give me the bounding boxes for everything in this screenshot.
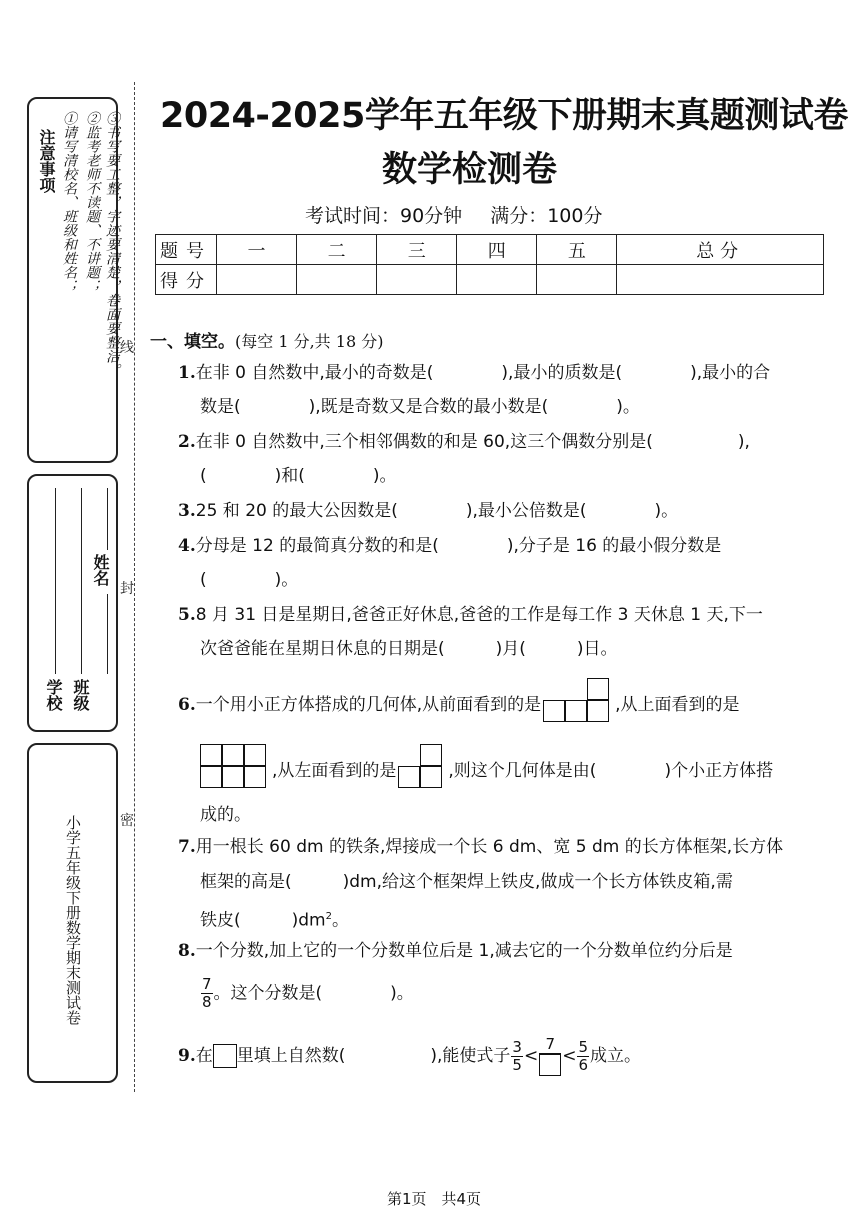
- question-6-cont: [200, 744, 773, 788]
- score-cell-total[interactable]: [617, 265, 824, 295]
- question-text: 25 和 20 的最大公因数是( ),最小公倍数是( )。: [195, 501, 679, 521]
- score-table-header-row: [156, 235, 824, 265]
- score-table-score-row: [156, 265, 824, 295]
- name-fill-line-lower[interactable]: [107, 594, 108, 674]
- less-than-sign: <: [523, 1046, 539, 1066]
- score-cell-4[interactable]: [457, 265, 537, 295]
- class-label: 班级: [71, 679, 90, 711]
- question-text: 一个用小正方体搭成的几何体,从前面看到的是: [195, 695, 542, 715]
- question-text: 。这个分数是( )。: [213, 983, 414, 1004]
- paper-side-title: 小学五年级下册数学期末测试卷: [64, 815, 82, 1025]
- fraction-numerator: 7: [539, 1036, 561, 1054]
- question-6-end: 成的。: [200, 805, 251, 825]
- question-text: 一个分数,加上它的一个分数单位后是 1,减去它的一个分数单位约分后是: [195, 941, 733, 961]
- unit-superscript: 2: [325, 911, 332, 922]
- fraction-numerator: 5: [578, 1037, 589, 1056]
- question-number: 7.: [178, 837, 196, 857]
- fraction-denominator: 5: [512, 1055, 522, 1074]
- question-number: 1.: [178, 363, 196, 383]
- question-8: [178, 934, 733, 968]
- notice-item-1: ①请写清校名、班级和姓名；: [61, 111, 77, 293]
- fraction-7-box: [539, 1036, 561, 1076]
- score-cell-2[interactable]: [297, 265, 377, 295]
- page-footer: 第1页 共4页: [386, 1190, 482, 1208]
- paper-title-box: [27, 743, 118, 1083]
- question-text: 在非 0 自然数中,三个相邻偶数的和是 60,这三个偶数分别是( ),: [195, 432, 750, 452]
- score-col-1: 一: [217, 235, 297, 265]
- score-col-2: 二: [297, 235, 377, 265]
- fraction-numerator: 7: [202, 975, 212, 993]
- section-heading: 一、填空。: [150, 332, 235, 352]
- question-text: 里填上自然数( ),能使式子: [236, 1046, 511, 1066]
- question-7-end: [200, 900, 349, 938]
- question-number: 6.: [178, 695, 196, 715]
- question-4-cont: ( )。: [200, 570, 299, 590]
- fraction-3-5: [511, 1039, 523, 1074]
- question-number: 4.: [178, 536, 196, 556]
- front-view-figure: [543, 680, 613, 722]
- question-number: 2.: [178, 432, 196, 452]
- fraction-denominator-box[interactable]: [539, 1054, 561, 1076]
- question-number: 8.: [178, 941, 196, 961]
- question-9: [178, 1036, 641, 1076]
- exam-time: 考试时间：90分钟: [305, 205, 463, 227]
- question-2: [178, 425, 750, 459]
- fraction-7-8: [201, 976, 213, 1011]
- question-5-cont: 次爸爸能在星期日休息的日期是( )月( )日。: [200, 639, 618, 659]
- score-cell-1[interactable]: [217, 265, 297, 295]
- score-cell-3[interactable]: [377, 265, 457, 295]
- name-fill-line[interactable]: [107, 488, 108, 550]
- name-label: 姓名: [91, 554, 110, 586]
- question-text: 。: [332, 910, 349, 931]
- question-8-cont: [200, 976, 414, 1011]
- notice-box: [27, 97, 118, 463]
- notice-heading: 注意事项: [37, 129, 56, 193]
- question-text: 铁皮( )dm: [200, 910, 326, 931]
- exam-meta: [305, 201, 602, 228]
- question-text: 成立。: [590, 1046, 642, 1066]
- question-2-cont: ( )和( )。: [200, 466, 397, 486]
- school-label: 学校: [44, 679, 63, 711]
- question-1: [178, 356, 770, 390]
- score-col-3: 三: [377, 235, 457, 265]
- top-view-figure: [200, 744, 270, 788]
- question-text: 在非 0 自然数中,最小的奇数是( ),最小的质数是( ),最小的合: [195, 363, 771, 383]
- score-table-score-head: 得分: [156, 265, 217, 295]
- score-cell-5[interactable]: [537, 265, 617, 295]
- answer-box[interactable]: [213, 1044, 237, 1068]
- question-number: 9.: [178, 1046, 196, 1066]
- notice-item-2: ②监考老师不读题、不讲题；: [84, 111, 100, 293]
- question-7-cont: 框架的高是( )dm,给这个框架焊上铁皮,做成一个长方体铁皮箱,需: [200, 872, 733, 892]
- student-info-box: [27, 474, 118, 732]
- question-text: ,则这个几何体是由( )个小正方体搭: [448, 761, 774, 781]
- less-than-sign: <: [562, 1046, 577, 1066]
- score-table: [155, 234, 824, 295]
- question-number: 3.: [178, 501, 196, 521]
- notice-item-3: ③书写要工整，字迹要清楚，卷面要整洁。: [104, 111, 120, 377]
- school-fill-line[interactable]: [55, 488, 56, 674]
- fraction-denominator: 6: [578, 1055, 589, 1074]
- question-text: ,从左面看到的是: [272, 761, 397, 781]
- question-1-cont: 数是( ),既是奇数又是合数的最小数是( )。: [200, 397, 640, 417]
- score-col-4: 四: [457, 235, 537, 265]
- binding-dashed-line: [134, 82, 135, 1092]
- page-subtitle: 数学检测卷: [382, 150, 558, 190]
- cut-mark-line: 线: [120, 340, 134, 356]
- fraction-numerator: 3: [512, 1037, 522, 1056]
- score-table-row-head: 题号: [156, 235, 217, 265]
- section-note: (每空 1 分,共 18 分): [235, 332, 384, 351]
- fraction-5-6: [577, 1039, 589, 1074]
- question-4: [178, 529, 721, 563]
- question-5: [178, 598, 763, 632]
- question-text: 用一根长 60 dm 的铁条,焊接成一个长 6 dm、宽 5 dm 的长方体框架,长方体: [195, 837, 784, 857]
- question-text: 在: [195, 1046, 213, 1066]
- left-view-figure: [398, 744, 446, 788]
- cut-mark-secret: 密: [120, 813, 134, 829]
- score-col-total: 总分: [617, 235, 824, 265]
- question-text: 分母是 12 的最简真分数的和是( ),分子是 16 的最小假分数是: [195, 536, 722, 556]
- question-3: [178, 494, 678, 528]
- score-col-5: 五: [537, 235, 617, 265]
- question-text: ,从上面看到的是: [615, 695, 740, 715]
- class-fill-line[interactable]: [81, 488, 82, 674]
- full-score: 满分：100分: [490, 205, 603, 227]
- page-title: 2024-2025学年五年级下册期末真题测试卷: [160, 96, 848, 136]
- question-6: [178, 680, 740, 722]
- fraction-denominator: 8: [202, 993, 212, 1011]
- question-number: 5.: [178, 605, 196, 625]
- section-title: [150, 327, 383, 352]
- question-text: 8 月 31 日是星期日,爸爸正好休息,爸爸的工作是每工作 3 天休息 1 天,下一: [195, 605, 763, 625]
- cut-mark-seal: 封: [120, 581, 134, 597]
- question-7: [178, 830, 783, 864]
